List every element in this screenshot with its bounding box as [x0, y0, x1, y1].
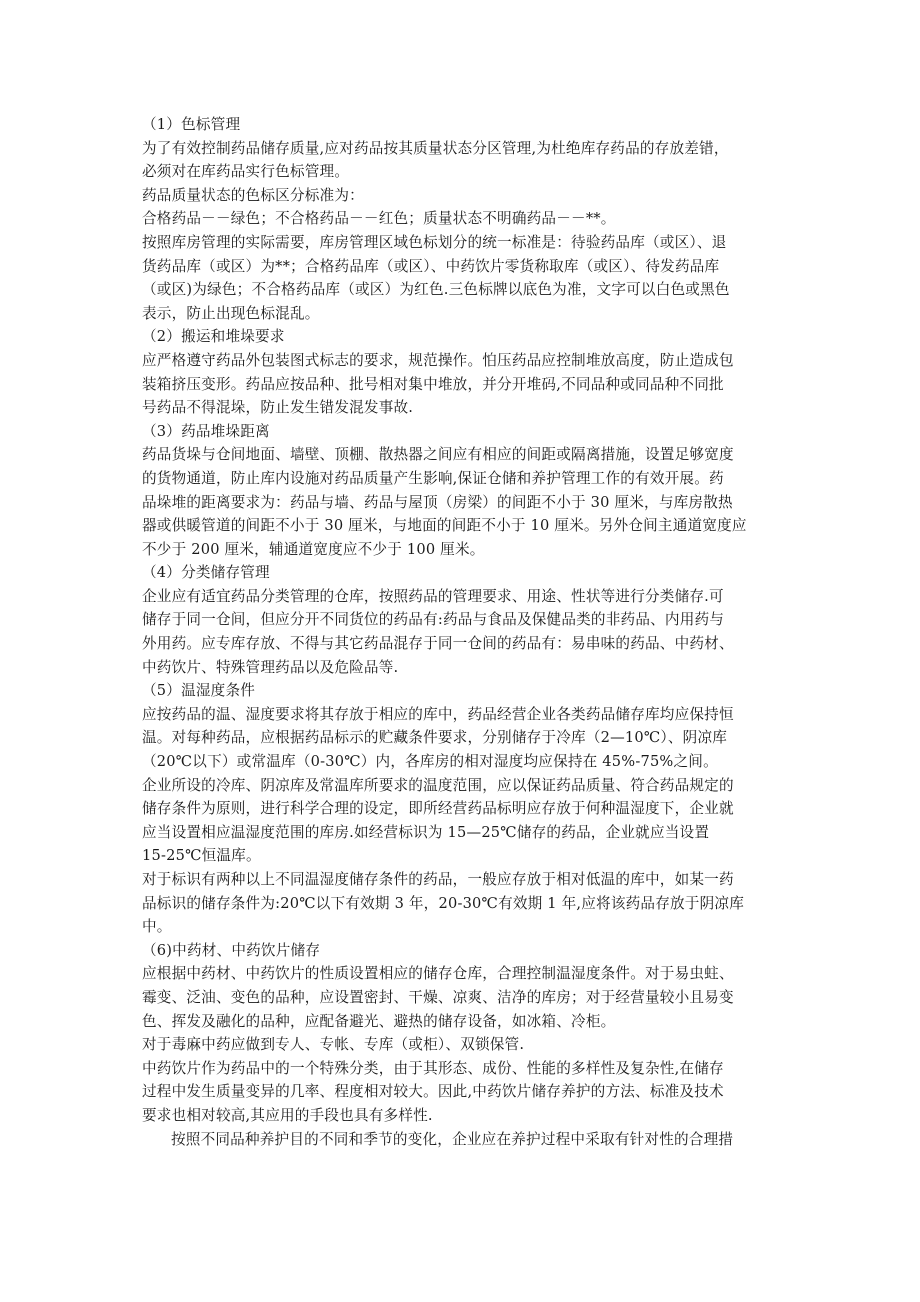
section-heading: （3）药品堆垛距离: [142, 422, 270, 440]
paragraph-line: 器或供暖管道的间距不小于 30 厘米，与地面的间距不小于 10 厘米。另外仓间主通道宽度应: [142, 517, 747, 535]
paragraph-line: 必须对在库药品实行色标管理。: [142, 163, 350, 181]
paragraph-line: 为了有效控制药品储存质量,应对药品按其质量状态分区管理,为杜绝库存药品的存放差错，: [142, 139, 729, 157]
paragraph-line: 对于毒麻中药应做到专人、专帐、专库（或柜）、双锁保管.: [142, 1036, 525, 1054]
paragraph-line: 储存于同一仓间，但应分开不同货位的药品有:药品与食品及保健品类的非药品、内用药与: [142, 611, 725, 629]
section-heading: （4）分类储存管理: [142, 564, 270, 582]
section-heading: （5）温湿度条件: [142, 682, 256, 700]
section-heading: （2）搬运和堆垛要求: [142, 328, 285, 346]
paragraph-line: 要求也相对较高,其应用的手段也具有多样性.: [142, 1106, 433, 1124]
paragraph-line: 按照库房管理的实际需要，库房管理区域色标划分的统一标准是：待验药品库（或区）、退: [142, 233, 727, 251]
paragraph-line: 应按药品的温、湿度要求将其存放于相应的库中，药品经营企业各类药品储存库均应保持恒: [142, 705, 734, 723]
paragraph-line: 不少于 200 厘米，辅通道宽度应不少于 100 厘米。: [142, 540, 485, 558]
paragraph-line: 应严格遵守药品外包装图式标志的要求，规范操作。怕压药品应控制堆放高度，防止造成包: [142, 351, 734, 369]
paragraph-line: 药品质量状态的色标区分标准为：: [142, 186, 364, 204]
paragraph-line: 中药饮片作为药品中的一个特殊分类，由于其形态、成份、性能的多样性及复杂性,在储存: [142, 1059, 724, 1077]
paragraph-line: 外用药。应专库存放、不得与其它药品混存于同一仓间的药品有：易串味的药品、中药材、: [142, 635, 734, 653]
paragraph-line: 应根据中药材、中药饮片的性质设置相应的储存仓库，合理控制温湿度条件。对于易虫蛀、: [142, 965, 734, 983]
paragraph-line: 企业所设的冷库、阴凉库及常温库所要求的温度范围，应以保证药品质量、符合药品规定的: [142, 776, 734, 794]
paragraph-line: 霉变、泛油、变色的品种，应设置密封、干燥、凉爽、洁净的库房；对于经营量较小且易变: [142, 988, 734, 1006]
paragraph-line: 对于标识有两种以上不同温湿度储存条件的药品，一般应存放于相对低温的库中，如某一药: [142, 871, 734, 888]
paragraph-line: 应当设置相应温湿度范围的库房.如经营标识为 15—25℃储存的药品，企业就应当设置: [142, 823, 710, 841]
section-heading: （6)中药材、中药饮片储存: [142, 941, 321, 959]
paragraph-line: 的货物通道，防止库内设施对药品质量产生影响,保证仓储和养护管理工作的有效开展。药: [142, 469, 724, 487]
paragraph-line: 表示，防止出现色标混乱。: [142, 304, 320, 322]
paragraph-line: 15-25℃恒温库。: [142, 847, 261, 865]
paragraph-line: 合格药品－－绿色；不合格药品－－红色；质量状态不明确药品－－**。: [142, 210, 616, 228]
document-body: [142, 113, 778, 1151]
paragraph-line: 中。: [142, 918, 172, 936]
paragraph-line: 企业应有适宜药品分类管理的仓库，按照药品的管理要求、用途、性状等进行分类储存.可: [142, 587, 724, 605]
paragraph-line: 号药品不得混垛，防止发生错发混发事故.: [142, 399, 414, 417]
paragraph-line: 储存条件为原则，进行科学合理的设定，即所经营药品标明应存放于何种温湿度下，企业就: [142, 800, 734, 818]
paragraph-line: 温。对每种药品，应根据药品标示的贮藏条件要求，分别储存于冷库（2—10℃）、阴凉库: [142, 729, 728, 747]
paragraph-line: 药品货垛与仓间地面、墙壁、顶棚、散热器之间应有相应的间距或隔离措施，设置足够宽度: [142, 446, 734, 464]
section-heading: （1）色标管理: [142, 116, 241, 133]
paragraph-line: 品标识的储存条件为:20℃以下有效期 3 年，20-30℃有效期 1 年,应将该药品存放于阴凉库: [142, 894, 744, 912]
paragraph-line: 中药饮片、特殊管理药品以及危险品等.: [142, 658, 399, 676]
paragraph-line: 色、挥发及融化的品种，应配备避光、避热的储存设备，如冰箱、冷柜。: [142, 1012, 616, 1030]
paragraph-line: 装箱挤压变形。药品应按品种、批号相对集中堆放，并分开堆码,不同品种或同品种不同批: [142, 375, 724, 393]
paragraph-line: 品垛堆的距离要求为：药品与墙、药品与屋顶（房梁）的间距不小于 30 厘米，与库房散热: [142, 493, 733, 511]
paragraph-line: 货药品库（或区）为**；合格药品库（或区）、中药饮片零货称取库（或区）、待发药品库: [142, 257, 720, 275]
paragraph-line: （或区)为绿色；不合格药品库（或区）为红色.三色标牌以底色为准，文字可以白色或黑色: [142, 281, 730, 299]
paragraph-line: 按照不同品种养护目的不同和季节的变化，企业应在养护过程中采取有针对性的合理措: [171, 1130, 734, 1148]
paragraph-line: （20℃以下）或常温库（0-30℃）内，各库房的相对湿度均应保持在 45%-75%之间。: [142, 753, 718, 771]
paragraph-line: 过程中发生质量变异的几率、程度相对较大。因此,中药饮片储存养护的方法、标准及技术: [142, 1083, 724, 1101]
